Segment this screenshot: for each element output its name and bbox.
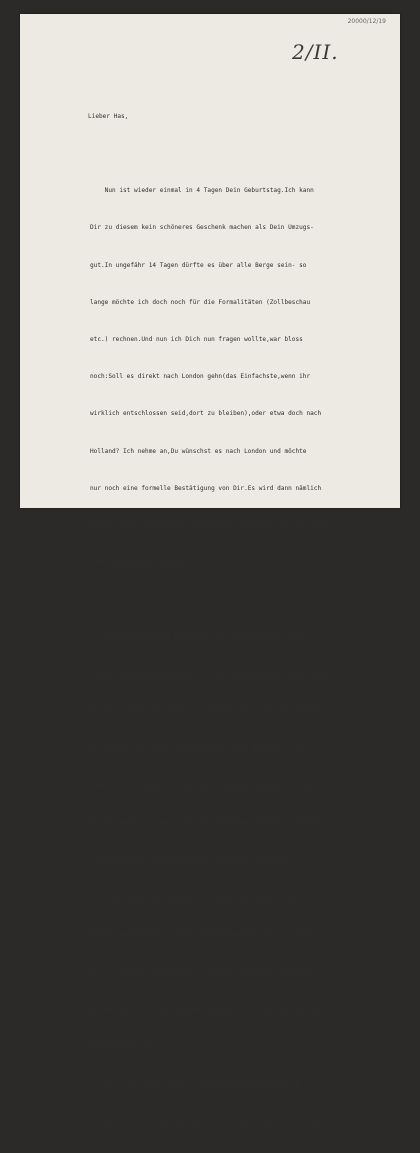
text-line: gut.In ungefähr 14 Tagen dürfte es über alle Berge sein- so <box>90 261 307 269</box>
text-line: wirklich entschlossen seid,dort zu bleiben),oder etwa doch nach <box>90 410 322 418</box>
letter-body <box>90 86 390 1153</box>
text-line: Knospen.21 Obstbäume sind schon gesetzt auf der Fläche unterhalb <box>90 708 325 716</box>
text-line: Gesträuchverbrennen,Schaufeln,Wassertragen.All das wird auch im <box>90 931 322 939</box>
text-line: libaum hat auch schön geblüht und die Freilandazaleen haben dicke <box>90 670 329 678</box>
text-line: Dir zu diesem kein schöneres Geschenk machen als Dein Umzugs- <box>90 224 314 232</box>
salutation: Lieber Has, <box>88 112 129 120</box>
archive-reference: 20000/12/19 <box>347 18 386 25</box>
text-line: Gänze hier gezahlt werden. <box>90 559 186 567</box>
text-line: etc.) rechnen.Und nun ich Dich nun fragen wollte,war bloss <box>90 336 303 344</box>
text-line: lange möchte ich doch noch für die Formalitäten (Zollbeschau <box>90 298 311 306</box>
text-line: schachbrettartig in Entfernungen von 4 Meter übersiehn. <box>90 856 292 864</box>
text-line: Herr Grill macht schon intensive Vorbereitungen zum Einzu- <box>90 1080 318 1088</box>
text-line: zug:Der Stall ist ganz neu geweisst und das Gerümpel heraus-ge- <box>90 1117 322 1125</box>
text-line: Nun ist wieder einmal in 4 Tagen Dein Geburtstag.Ich kann <box>90 187 314 195</box>
text-line: Film zu sehn sein.Hansl,Lotti und Milli haben für sich genau nach <box>90 968 329 976</box>
text-line: Holland? Ich nehme an,Du wünschst es nach London und möchte <box>90 447 307 455</box>
text-line: dem Muster der Grossen auch Bäume gesetzt.Mit einem Wort:Es war <box>90 1005 322 1013</box>
letter-page <box>20 14 400 1125</box>
text-line: rend aus:Alles kahl inklusive dem alten Gemüsegarten mit sei- <box>90 782 314 790</box>
text-line: gleich für den Seetransport verpackt.Der Transport kann in seiner <box>90 522 329 530</box>
text-line: noch:Soll es direkt nach London gehn(das Einfachste,wenn ihr <box>90 373 311 381</box>
text-line: Draussen in der Brühl blühen alle Obstbäume.Mein Magno- <box>90 633 307 641</box>
text-line: des grossen Springbrunnens.Die Fläche sieht überhaupt imponie- <box>90 745 318 753</box>
text-line: ner Umrahmung von Gebüsch.Nur meine Bäumchen werden die Fläche <box>90 819 318 827</box>
text-line: Alle meine Freunde haben geholfen:Es war ein grosses <box>90 894 296 902</box>
page-number-annotation: 2/II. <box>292 40 339 64</box>
text-line: nur noch eine formelle Bestätigung von Dir.Es wird dann nämlich <box>90 484 322 492</box>
text-line <box>90 594 390 606</box>
text-line: überhaupt ein Fest. <box>90 1042 160 1050</box>
